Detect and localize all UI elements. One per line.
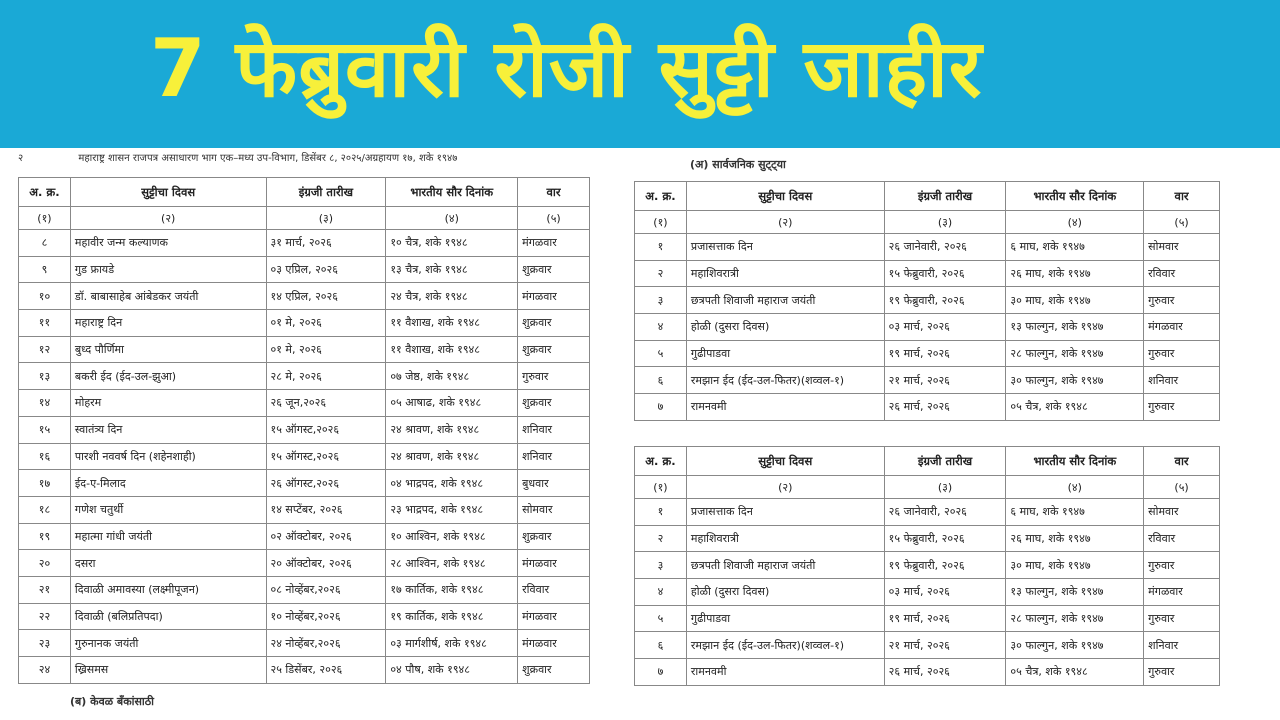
col-holiday-cell: गुड फ्रायडे [70, 256, 266, 283]
col-holiday-cell: बकरी ईद (ईद-उल-झुआ) [70, 363, 266, 390]
col-english-date-cell: ०१ मे, २०२६ [266, 336, 386, 363]
col-holiday-cell: प्रजासत्ताक दिन [686, 499, 884, 526]
table-body [19, 230, 590, 684]
col-english-date-number: (३) [884, 211, 1006, 234]
col-weekday-cell: मंगळवार [1144, 314, 1220, 341]
col-serial-cell: ३ [635, 552, 687, 579]
table-row [19, 523, 590, 550]
col-indian-date-cell: ०५ चैत्र, शके १९४८ [1006, 659, 1144, 686]
col-english-date-cell: १४ सप्टेंबर, २०२६ [266, 496, 386, 523]
col-english-date-cell: २६ जानेवारी, २०२६ [884, 234, 1006, 261]
col-holiday-cell: महाराष्ट्र दिन [70, 310, 266, 337]
table-row [19, 283, 590, 310]
col-serial-cell: १२ [19, 336, 71, 363]
col-weekday-cell: रविवार [1144, 260, 1220, 287]
table-row [19, 470, 590, 497]
col-indian-date-cell: ११ वैशाख, शके १९४८ [386, 310, 518, 337]
col-holiday-cell: होळी (दुसरा दिवस) [686, 314, 884, 341]
col-serial-cell: १५ [19, 416, 71, 443]
col-english-date-cell: १५ फेब्रुवारी, २०२६ [884, 525, 1006, 552]
col-english-date-cell: १९ फेब्रुवारी, २०२६ [884, 552, 1006, 579]
col-weekday-number: (५) [518, 207, 590, 230]
col-english-date-cell: ३१ मार्च, २०२६ [266, 230, 386, 257]
table-header-row [635, 182, 1220, 211]
table-header-row [635, 447, 1220, 476]
table-row [19, 336, 590, 363]
col-indian-date-cell: ०४ पौष, शके १९४८ [386, 657, 518, 684]
col-weekday-cell: शनिवार [518, 416, 590, 443]
table-row [19, 390, 590, 417]
col-weekday-cell: मंगळवार [518, 630, 590, 657]
col-english-date-cell: ०३ मार्च, २०२६ [884, 314, 1006, 341]
col-english-date-cell: १९ मार्च, २०२६ [884, 605, 1006, 632]
holiday-table-left [18, 177, 590, 684]
col-serial-cell: ५ [635, 605, 687, 632]
col-serial-cell: ११ [19, 310, 71, 337]
col-weekday-cell: सोमवार [1144, 499, 1220, 526]
col-holiday-header: सुट्टीचा दिवस [70, 178, 266, 207]
col-weekday-cell: शुक्रवार [518, 256, 590, 283]
col-indian-date-cell: ३० माघ, शके १९४७ [1006, 287, 1144, 314]
table-row [19, 416, 590, 443]
table-number-row [19, 207, 590, 230]
col-weekday-cell: शुक्रवार [518, 523, 590, 550]
col-weekday-cell: मंगळवार [518, 603, 590, 630]
table-row [635, 499, 1220, 526]
holiday-table-right-2 [634, 446, 1220, 686]
col-holiday-number: (२) [70, 207, 266, 230]
col-english-date-cell: १५ ऑगस्ट,२०२६ [266, 416, 386, 443]
col-holiday-header: सुट्टीचा दिवस [686, 182, 884, 211]
table-row [635, 605, 1220, 632]
col-weekday-cell: शुक्रवार [518, 390, 590, 417]
col-serial-cell: ४ [635, 314, 687, 341]
col-serial-cell: १७ [19, 470, 71, 497]
col-english-date-header: इंग्रजी तारीख [884, 447, 1006, 476]
col-holiday-cell: रामनवमी [686, 394, 884, 421]
col-serial-cell: १९ [19, 523, 71, 550]
col-weekday-cell: गुरुवार [1144, 287, 1220, 314]
col-indian-date-cell: २८ फाल्गुन, शके १९४७ [1006, 340, 1144, 367]
col-weekday-cell: गुरुवार [1144, 340, 1220, 367]
col-indian-date-cell: ३० माघ, शके १९४७ [1006, 552, 1144, 579]
col-serial-cell: १८ [19, 496, 71, 523]
col-serial-cell: ७ [635, 659, 687, 686]
col-indian-date-cell: २६ माघ, शके १९४७ [1006, 260, 1144, 287]
col-indian-date-cell: ०४ भाद्रपद, शके १९४८ [386, 470, 518, 497]
col-english-date-number: (३) [266, 207, 386, 230]
col-weekday-cell: शनिवार [518, 443, 590, 470]
col-weekday-number: (५) [1144, 476, 1220, 499]
col-weekday-cell: शुक्रवार [518, 657, 590, 684]
col-weekday-cell: शुक्रवार [518, 310, 590, 337]
col-english-date-cell: २१ मार्च, २०२६ [884, 367, 1006, 394]
table-row [19, 310, 590, 337]
col-holiday-cell: होळी (दुसरा दिवस) [686, 579, 884, 606]
col-indian-date-cell: १७ कार्तिक, शके १९४८ [386, 576, 518, 603]
col-indian-date-cell: १३ फाल्गुन, शके १९४७ [1006, 579, 1144, 606]
col-holiday-cell: छत्रपती शिवाजी महाराज जयंती [686, 287, 884, 314]
col-english-date-cell: २४ नोव्हेंबर,२०२६ [266, 630, 386, 657]
col-weekday-header: वार [1144, 447, 1220, 476]
col-indian-date-number: (४) [1006, 476, 1144, 499]
col-weekday-header: वार [518, 178, 590, 207]
col-serial-cell: ४ [635, 579, 687, 606]
col-serial-cell: ६ [635, 367, 687, 394]
col-holiday-cell: रामनवमी [686, 659, 884, 686]
table-row [635, 287, 1220, 314]
col-serial-header: अ. क्र. [635, 447, 687, 476]
col-serial-cell: १० [19, 283, 71, 310]
col-english-date-header: इंग्रजी तारीख [266, 178, 386, 207]
col-serial-cell: २२ [19, 603, 71, 630]
table-row [635, 260, 1220, 287]
table-row [635, 525, 1220, 552]
col-holiday-cell: गुढीपाडवा [686, 605, 884, 632]
col-indian-date-cell: १३ फाल्गुन, शके १९४७ [1006, 314, 1144, 341]
col-serial-cell: २१ [19, 576, 71, 603]
col-indian-date-cell: ०५ चैत्र, शके १९४८ [1006, 394, 1144, 421]
col-weekday-cell: शनिवार [1144, 367, 1220, 394]
col-indian-date-cell: २८ फाल्गुन, शके १९४७ [1006, 605, 1144, 632]
banner-title: 7 फेब्रुवारी रोजी सुट्टी जाहीर [150, 22, 983, 115]
col-weekday-header: वार [1144, 182, 1220, 211]
col-weekday-cell: मंगळवार [518, 283, 590, 310]
col-weekday-cell: मंगळवार [518, 230, 590, 257]
col-indian-date-number: (४) [1006, 211, 1144, 234]
col-english-date-cell: १५ ऑगस्ट,२०२६ [266, 443, 386, 470]
col-weekday-cell: गुरुवार [1144, 605, 1220, 632]
col-holiday-cell: दिवाळी अमावस्या (लक्ष्मीपूजन) [70, 576, 266, 603]
col-english-date-cell: २६ मार्च, २०२६ [884, 659, 1006, 686]
col-holiday-cell: दसरा [70, 550, 266, 577]
table-row [19, 363, 590, 390]
col-indian-date-cell: ११ वैशाख, शके १९४८ [386, 336, 518, 363]
table-row [635, 579, 1220, 606]
col-holiday-cell: गुढीपाडवा [686, 340, 884, 367]
table-row [635, 552, 1220, 579]
col-holiday-cell: डॉ. बाबासाहेब आंबेडकर जयंती [70, 283, 266, 310]
table-row [635, 632, 1220, 659]
col-indian-date-cell: २६ माघ, शके १९४७ [1006, 525, 1144, 552]
col-serial-header: अ. क्र. [19, 178, 71, 207]
col-indian-date-cell: ६ माघ, शके १९४७ [1006, 499, 1144, 526]
table-row [19, 496, 590, 523]
col-weekday-number: (५) [1144, 211, 1220, 234]
col-english-date-cell: ०३ एप्रिल, २०२६ [266, 256, 386, 283]
col-indian-date-header: भारतीय सौर दिनांक [386, 178, 518, 207]
col-english-date-cell: २६ मार्च, २०२६ [884, 394, 1006, 421]
col-indian-date-cell: १० चैत्र, शके १९४८ [386, 230, 518, 257]
col-holiday-cell: बुध्द पौर्णिमा [70, 336, 266, 363]
col-indian-date-cell: ०३ मार्गशीर्ष, शके १९४८ [386, 630, 518, 657]
table-row [635, 659, 1220, 686]
col-indian-date-cell: २४ श्रावण, शके १९४८ [386, 416, 518, 443]
col-holiday-cell: महाशिवरात्री [686, 260, 884, 287]
col-serial-cell: १६ [19, 443, 71, 470]
table-row [19, 630, 590, 657]
col-holiday-cell: ईद-ए-मिलाद [70, 470, 266, 497]
col-indian-date-cell: ३० फाल्गुन, शके १९४७ [1006, 367, 1144, 394]
table-row [19, 256, 590, 283]
col-indian-date-cell: १० आश्विन, शके १९४८ [386, 523, 518, 550]
col-indian-date-cell: २४ चैत्र, शके १९४८ [386, 283, 518, 310]
col-serial-cell: ९ [19, 256, 71, 283]
col-serial-cell: २० [19, 550, 71, 577]
col-holiday-cell: ख्रिसमस [70, 657, 266, 684]
col-english-date-cell: १४ एप्रिल, २०२६ [266, 283, 386, 310]
col-serial-cell: २ [635, 525, 687, 552]
col-indian-date-cell: ३० फाल्गुन, शके १९४७ [1006, 632, 1144, 659]
col-serial-header: अ. क्र. [635, 182, 687, 211]
col-serial-number: (१) [19, 207, 71, 230]
col-serial-cell: ५ [635, 340, 687, 367]
col-serial-number: (१) [635, 211, 687, 234]
table-header-row [19, 178, 590, 207]
col-english-date-cell: २१ मार्च, २०२६ [884, 632, 1006, 659]
col-weekday-cell: रविवार [1144, 525, 1220, 552]
col-indian-date-cell: ०५ आषाढ, शके १९४८ [386, 390, 518, 417]
table-row [19, 443, 590, 470]
table-row [19, 576, 590, 603]
col-holiday-cell: छत्रपती शिवाजी महाराज जयंती [686, 552, 884, 579]
col-serial-cell: १ [635, 499, 687, 526]
col-english-date-cell: १० नोव्हेंबर,२०२६ [266, 603, 386, 630]
col-holiday-number: (२) [686, 211, 884, 234]
col-weekday-cell: शनिवार [1144, 632, 1220, 659]
gazette-header [18, 150, 457, 164]
table-number-row [635, 476, 1220, 499]
col-holiday-cell: स्वातंत्र्य दिन [70, 416, 266, 443]
col-weekday-cell: बुधवार [518, 470, 590, 497]
col-indian-date-number: (४) [386, 207, 518, 230]
col-serial-cell: २३ [19, 630, 71, 657]
col-holiday-cell: रमझान ईद (ईद-उल-फितर)(शव्वल-१) [686, 367, 884, 394]
col-indian-date-cell: २८ आश्विन, शके १९४८ [386, 550, 518, 577]
col-english-date-cell: १९ मार्च, २०२६ [884, 340, 1006, 367]
table-number-row [635, 211, 1220, 234]
col-indian-date-cell: २३ भाद्रपद, शके १९४८ [386, 496, 518, 523]
col-serial-number: (१) [635, 476, 687, 499]
col-english-date-header: इंग्रजी तारीख [884, 182, 1006, 211]
col-english-date-cell: २० ऑक्टोबर, २०२६ [266, 550, 386, 577]
section-a-title: (अ) सार्वजनिक सुट्ट्या [690, 158, 786, 171]
col-serial-cell: ७ [635, 394, 687, 421]
col-holiday-cell: पारशी नववर्ष दिन (शहेनशाही) [70, 443, 266, 470]
table-row [19, 657, 590, 684]
col-serial-cell: ६ [635, 632, 687, 659]
col-holiday-cell: महात्मा गांधी जयंती [70, 523, 266, 550]
col-serial-cell: ३ [635, 287, 687, 314]
table-row [19, 603, 590, 630]
col-weekday-cell: गुरुवार [1144, 552, 1220, 579]
col-weekday-cell: सोमवार [1144, 234, 1220, 261]
col-weekday-cell: गुरुवार [1144, 659, 1220, 686]
col-english-date-cell: ०१ मे, २०२६ [266, 310, 386, 337]
col-holiday-number: (२) [686, 476, 884, 499]
col-english-date-cell: २५ डिसेंबर, २०२६ [266, 657, 386, 684]
table-body [635, 234, 1220, 421]
col-weekday-cell: गुरुवार [1144, 394, 1220, 421]
col-weekday-cell: गुरुवार [518, 363, 590, 390]
col-indian-date-cell: १९ कार्तिक, शके १९४८ [386, 603, 518, 630]
col-holiday-header: सुट्टीचा दिवस [686, 447, 884, 476]
table-body [635, 499, 1220, 686]
table-row [635, 314, 1220, 341]
col-holiday-cell: दिवाळी (बलिप्रतिपदा) [70, 603, 266, 630]
col-holiday-cell: मोहरम [70, 390, 266, 417]
col-serial-cell: १४ [19, 390, 71, 417]
col-weekday-cell: रविवार [518, 576, 590, 603]
col-english-date-cell: २६ जानेवारी, २०२६ [884, 499, 1006, 526]
col-weekday-cell: मंगळवार [518, 550, 590, 577]
col-weekday-cell: मंगळवार [1144, 579, 1220, 606]
col-holiday-cell: प्रजासत्ताक दिन [686, 234, 884, 261]
col-holiday-cell: रमझान ईद (ईद-उल-फितर)(शव्वल-१) [686, 632, 884, 659]
col-indian-date-header: भारतीय सौर दिनांक [1006, 447, 1144, 476]
col-serial-cell: १३ [19, 363, 71, 390]
col-holiday-cell: महाशिवरात्री [686, 525, 884, 552]
col-indian-date-cell: ६ माघ, शके १९४७ [1006, 234, 1144, 261]
col-indian-date-cell: २४ श्रावण, शके १९४८ [386, 443, 518, 470]
gazette-header-text: महाराष्ट्र शासन राजपत्र असाधारण भाग एक–मध्य उप-विभाग, डिसेंबर ८, २०२५/अग्रहायण १७, शके १९४७ [78, 153, 458, 164]
col-holiday-cell: महावीर जन्म कल्याणक [70, 230, 266, 257]
col-indian-date-cell: १३ चैत्र, शके १९४८ [386, 256, 518, 283]
page-number: २ [18, 153, 24, 164]
col-english-date-cell: २६ ऑगस्ट,२०२६ [266, 470, 386, 497]
col-english-date-cell: १९ फेब्रुवारी, २०२६ [884, 287, 1006, 314]
title-banner [0, 0, 1280, 148]
col-english-date-cell: २६ जून,२०२६ [266, 390, 386, 417]
col-english-date-cell: १५ फेब्रुवारी, २०२६ [884, 260, 1006, 287]
col-serial-cell: २ [635, 260, 687, 287]
col-holiday-cell: गुरुनानक जयंती [70, 630, 266, 657]
col-serial-cell: ८ [19, 230, 71, 257]
col-weekday-cell: शुक्रवार [518, 336, 590, 363]
col-english-date-number: (३) [884, 476, 1006, 499]
col-indian-date-cell: ०७ जेष्ठ, शके १९४८ [386, 363, 518, 390]
col-serial-cell: १ [635, 234, 687, 261]
table-row [19, 230, 590, 257]
section-b-title: (ब) केवळ बँकांसाठी [70, 695, 155, 708]
col-holiday-cell: गणेश चतुर्थी [70, 496, 266, 523]
col-english-date-cell: ०८ नोव्हेंबर,२०२६ [266, 576, 386, 603]
col-english-date-cell: ०२ ऑक्टोबर, २०२६ [266, 523, 386, 550]
col-indian-date-header: भारतीय सौर दिनांक [1006, 182, 1144, 211]
table-row [635, 394, 1220, 421]
col-serial-cell: २४ [19, 657, 71, 684]
table-row [635, 367, 1220, 394]
holiday-table-right-1 [634, 181, 1220, 421]
table-row [635, 234, 1220, 261]
table-row [19, 550, 590, 577]
table-row [635, 340, 1220, 367]
col-english-date-cell: ०३ मार्च, २०२६ [884, 579, 1006, 606]
col-english-date-cell: २८ मे, २०२६ [266, 363, 386, 390]
col-weekday-cell: सोमवार [518, 496, 590, 523]
